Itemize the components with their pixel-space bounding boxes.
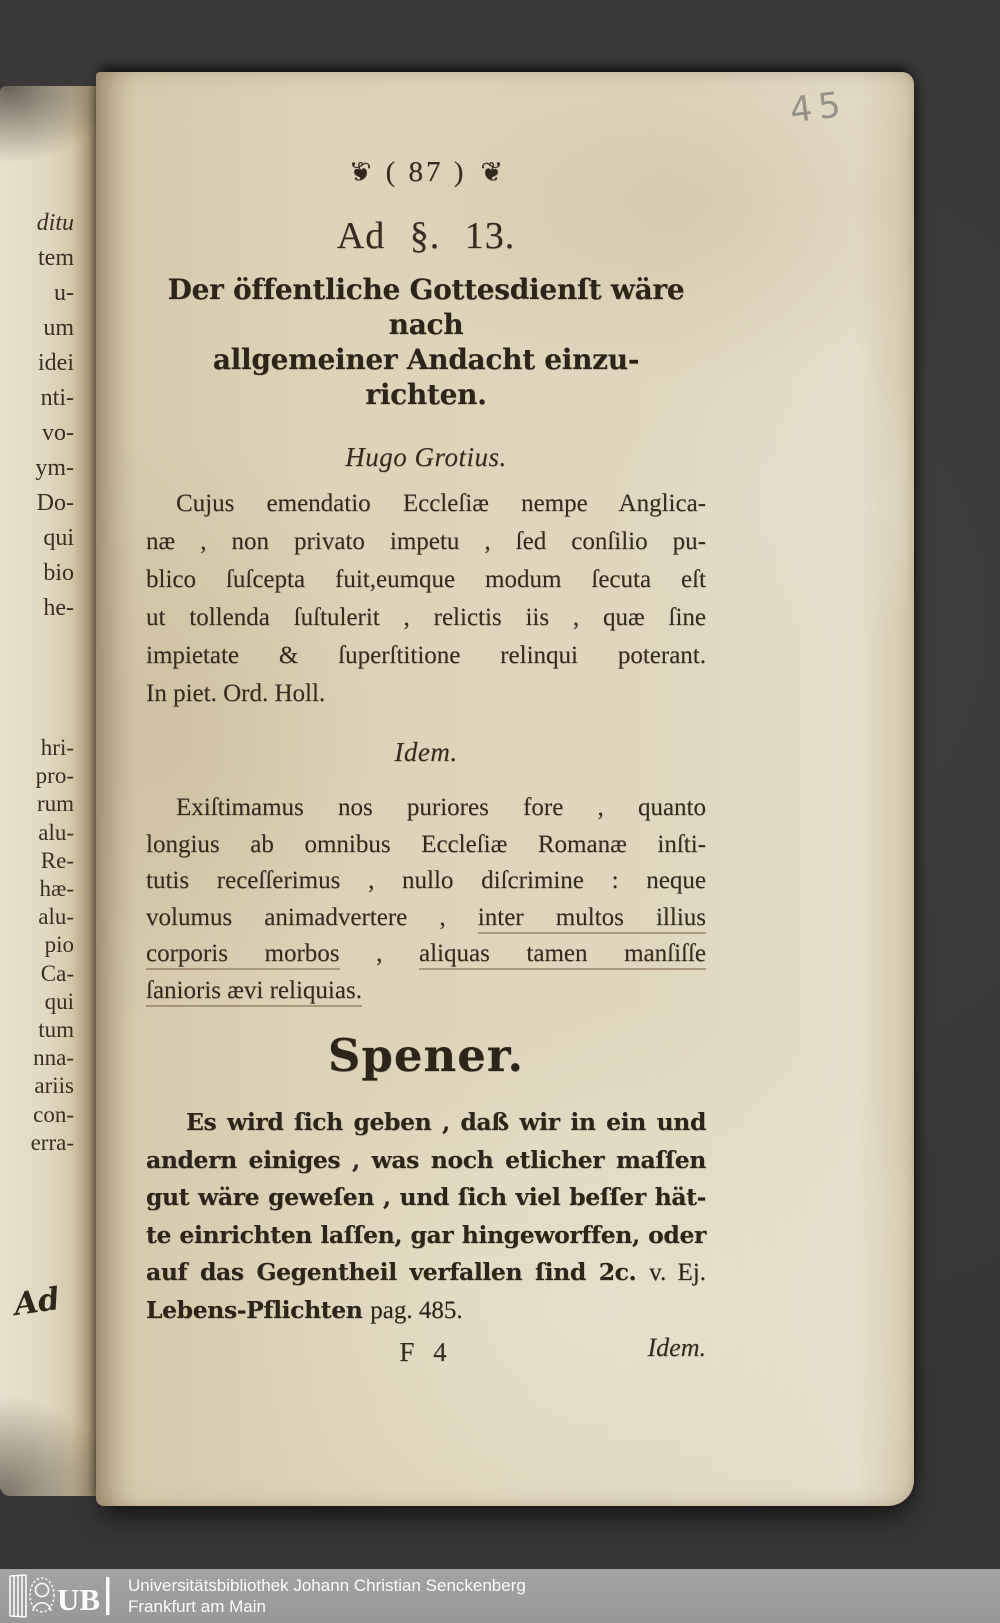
page-content <box>146 154 706 1375</box>
signature-mark: F 4 <box>399 1337 453 1367</box>
handwritten-folio-number: 45 <box>787 84 849 132</box>
text-line: pio <box>44 932 74 958</box>
text-line: blico ſuſcepta fuit,eumque modum ſecuta eſt <box>146 566 706 593</box>
text-line: he- <box>43 595 74 621</box>
text-line: nti- <box>40 385 74 411</box>
text-line: tem <box>38 245 74 271</box>
text-line <box>146 1142 706 1180</box>
library-footer-bar <box>0 1569 1000 1623</box>
ub-logo <box>8 1573 112 1619</box>
underlined-text: aliquas tamen manſiſſe <box>419 940 706 970</box>
fleuron-icon-right: ❦ <box>480 156 504 188</box>
text-line: allgemeiner Andacht einzu- <box>212 343 640 376</box>
library-location: Frankfurt am Main <box>128 1597 266 1616</box>
book-spines-icon <box>10 1575 26 1617</box>
text-segment: Es wird ſich geben , daß wir in ein und <box>186 1108 706 1136</box>
text-segment: te einrichten laſſen, gar hingeworffen, oder <box>146 1220 706 1249</box>
left-edge-text-fragments-upper <box>35 206 74 626</box>
text-line <box>146 973 706 1010</box>
text-segment: gut wäre geweſen , und ſich viel beſſer hät- <box>146 1183 706 1211</box>
text-segment: Lebens-Pflichten <box>146 1295 371 1324</box>
text-line: rum <box>36 791 74 817</box>
ub-logo-text: UB <box>57 1582 101 1617</box>
text-line: ym- <box>35 455 74 481</box>
chapter-title <box>146 272 706 412</box>
text-line: Re- <box>40 847 74 873</box>
text-line: Der öffentliche Gottesdienſt wäre nach <box>167 273 685 341</box>
logo-divider <box>106 1577 110 1615</box>
text-line: Cujus emendatio Eccleſiæ nempe Anglica- <box>176 490 706 517</box>
text-line <box>146 1292 706 1330</box>
text-segment: andern einiges , was noch etlicher maſſen <box>146 1145 706 1174</box>
quote-attribution-idem: Idem. <box>394 737 458 767</box>
text-line <box>146 827 706 864</box>
text-segment: volumus animadvertere , <box>146 903 478 931</box>
library-name: Universitätsbibliothek Johann Christian Senckenberg <box>128 1576 526 1595</box>
text-line <box>146 863 706 900</box>
spener-heading: Spener. <box>327 1029 525 1082</box>
text-line: næ , non privato impetu , ſed conſilio pu- <box>146 528 706 555</box>
quote-attribution-grotius: Hugo Grotius. <box>345 442 507 472</box>
text-line <box>146 1254 706 1292</box>
text-line: hæ- <box>39 876 74 902</box>
text-line <box>146 1217 706 1255</box>
text-segment: Exiſtimamus nos puriores fore , quanto <box>176 794 706 821</box>
left-edge-text-fragments-lower <box>31 734 74 1157</box>
text-line: Ca- <box>40 960 74 986</box>
signature-row <box>146 1333 706 1375</box>
page-number: ( 87 ) <box>385 155 467 188</box>
underlined-text: corporis morbos <box>146 940 340 970</box>
underlined-text: ſanioris ævi reliquias. <box>146 977 362 1007</box>
text-segment: , <box>339 940 419 967</box>
text-line: con- <box>33 1101 74 1127</box>
text-line: In piet. Ord. Holl. <box>146 680 326 707</box>
text-line: pro- <box>35 763 74 789</box>
text-line: ut tollenda ſuſtulerit , relictis iis , quæ ſine <box>146 604 706 631</box>
text-line: um <box>43 315 74 341</box>
quote-paragraph-idem <box>146 790 706 1009</box>
text-line <box>146 1104 706 1142</box>
previous-page-edge <box>0 86 104 1496</box>
text-line <box>146 1179 706 1217</box>
section-heading: Ad §. 13. <box>336 215 516 257</box>
fleuron-icon-left: ❦ <box>348 156 372 188</box>
text-line: hri- <box>40 735 74 760</box>
previous-page-catchword: Ad <box>11 1280 63 1324</box>
text-line: Do- <box>36 490 74 516</box>
text-segment: auf das Gegentheil verfallen ſind 2c. <box>146 1258 650 1286</box>
underlined-text: inter multos illius <box>478 904 706 934</box>
quote-paragraph-grotius <box>146 485 706 713</box>
book-page <box>96 72 914 1506</box>
text-line: tum <box>38 1017 74 1043</box>
text-line: alu- <box>38 819 74 845</box>
text-line: qui <box>43 525 74 551</box>
text-line: nna- <box>33 1045 74 1071</box>
text-segment: tutis receſſerimus , nullo diſcrimine : neque <box>146 867 706 894</box>
text-segment: v. Ej. <box>649 1259 706 1286</box>
text-segment: longius ab omnibus Eccleſiæ Romanæ inſti- <box>146 830 706 858</box>
text-line <box>146 790 706 827</box>
text-line: qui <box>44 988 74 1014</box>
catchword: Idem. <box>647 1333 706 1362</box>
text-line: idei <box>38 350 74 376</box>
text-line: vo- <box>42 420 74 446</box>
text-line: alu- <box>38 904 74 930</box>
text-segment: pag. 485. <box>370 1296 463 1324</box>
text-line <box>146 936 706 973</box>
text-line: impietate & ſuperſtitione relinqui poterant. <box>146 642 706 669</box>
text-line: bio <box>43 560 74 586</box>
header-ornament-row <box>146 154 706 190</box>
text-line <box>146 900 706 937</box>
text-line: erra- <box>30 1129 74 1155</box>
text-line: ditu <box>36 210 74 236</box>
text-line: richten. <box>365 378 487 411</box>
text-line: ariis <box>34 1073 74 1099</box>
portrait-icon <box>30 1578 54 1612</box>
text-line: u- <box>54 280 74 306</box>
footer-text <box>128 1575 526 1617</box>
spener-paragraph <box>146 1104 706 1329</box>
